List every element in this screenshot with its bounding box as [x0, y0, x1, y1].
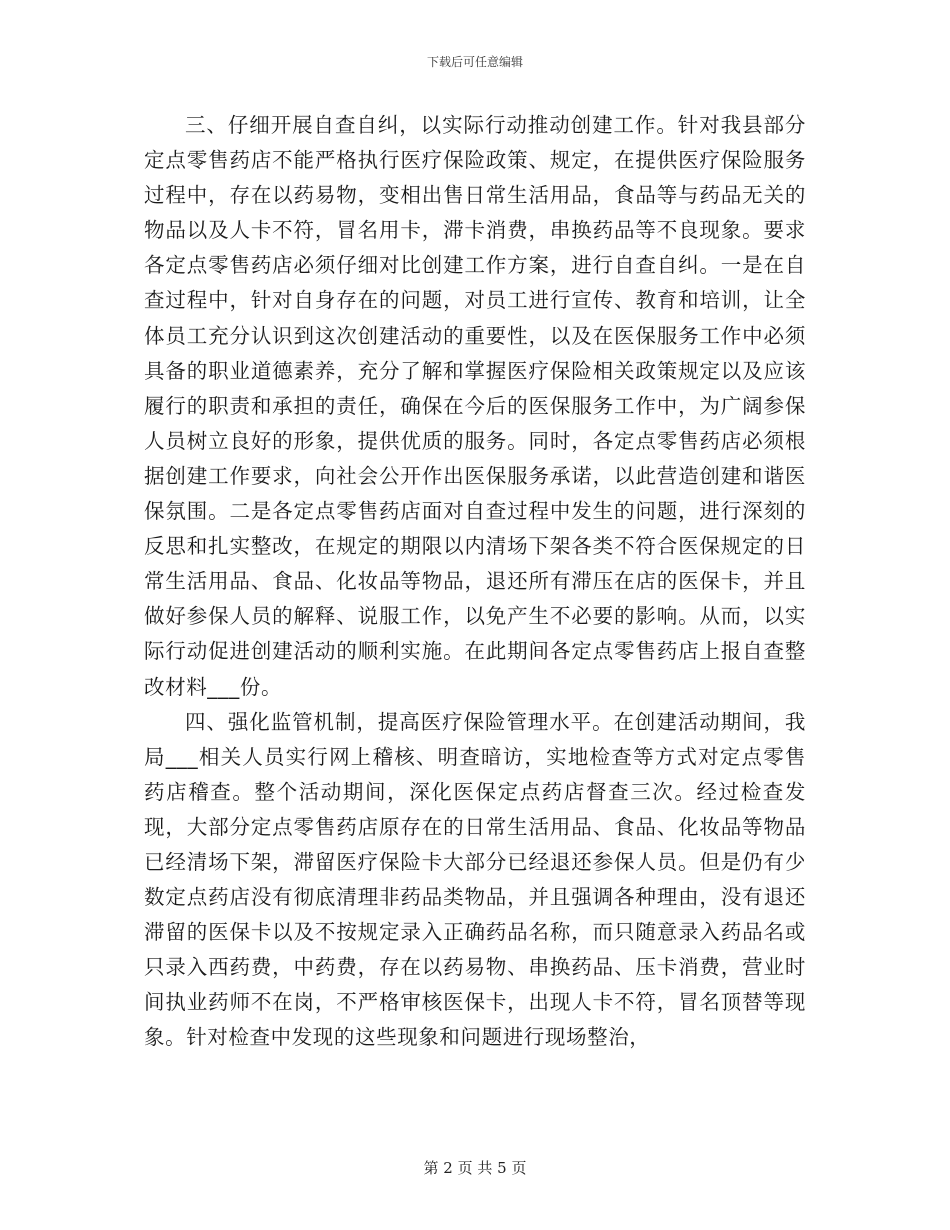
page-number-footer: 第 2 页 共 5 页: [423, 1159, 527, 1177]
paragraph-four: 四、强化监管机制，提高医疗保险管理水平。在创建活动期间，我局___相关人员实行网上稽核、明查暗访，实地检查等方式对定点零售药店稽查。整个活动期间，深化医保定点药店督查三次。经过检查发现，大部分定点零售药店原存在的日常生活用品、食品、化妆品等物品已经清场下架，滞留医疗保险卡大部分已经退还参保人员。但是仍有少数定点药店没有彻底清理非药品类物品，并且强调各种理由，没有退还滞留的医保卡以及不按规定录入正确药品名称，而只随意录入药品名或只录入西药费，中药费，存在以药易物、串换药品、压卡消费，营业时间执业药师不在岗，不严格审核医保卡，出现人卡不符，冒名顶替等现象。针对检查中发现的这些现象和问题进行现场整治，: [144, 709, 806, 1050]
paragraph-three: 三、仔细开展自查自纠，以实际行动推动创建工作。针对我县部分定点零售药店不能严格执行医疗保险政策、规定，在提供医疗保险服务过程中，存在以药易物，变相出售日常生活用品，食品等与药品无关的物品以及人卡不符，冒名用卡，滞卡消费，串换药品等不良现象。要求各定点零售药店必须仔细对比创建工作方案，进行自查自纠。一是在自查过程中，针对自身存在的问题，对员工进行宣传、教育和培训，让全体员工充分认识到这次创建活动的重要性，以及在医保服务工作中必须具备的职业道德素养，充分了解和掌握医疗保险相关政策规定以及应该履行的职责和承担的责任，确保在今后的医保服务工作中，为广阔参保人员树立良好的形象，提供优质的服务。同时，各定点零售药店必须根据创建工作要求，向社会公开作出医保服务承诺，以此营造创建和谐医保氛围。二是各定点零售药店面对自查过程中发生的问题，进行深刻的反思和扎实整改，在规定的期限以内清场下架各类不符合医保规定的日常生活用品、食品、化妆品等物品，退还所有滞压在店的医保卡，并且做好参保人员的解释、说服工作，以免产生不必要的影响。从而，以实际行动促进创建活动的顺利实施。在此期间各定点零售药店上报自查整改材料___份。: [144, 113, 806, 699]
page-header-note: 下载后可任意编辑: [426, 55, 523, 69]
document-body: [144, 108, 806, 1056]
